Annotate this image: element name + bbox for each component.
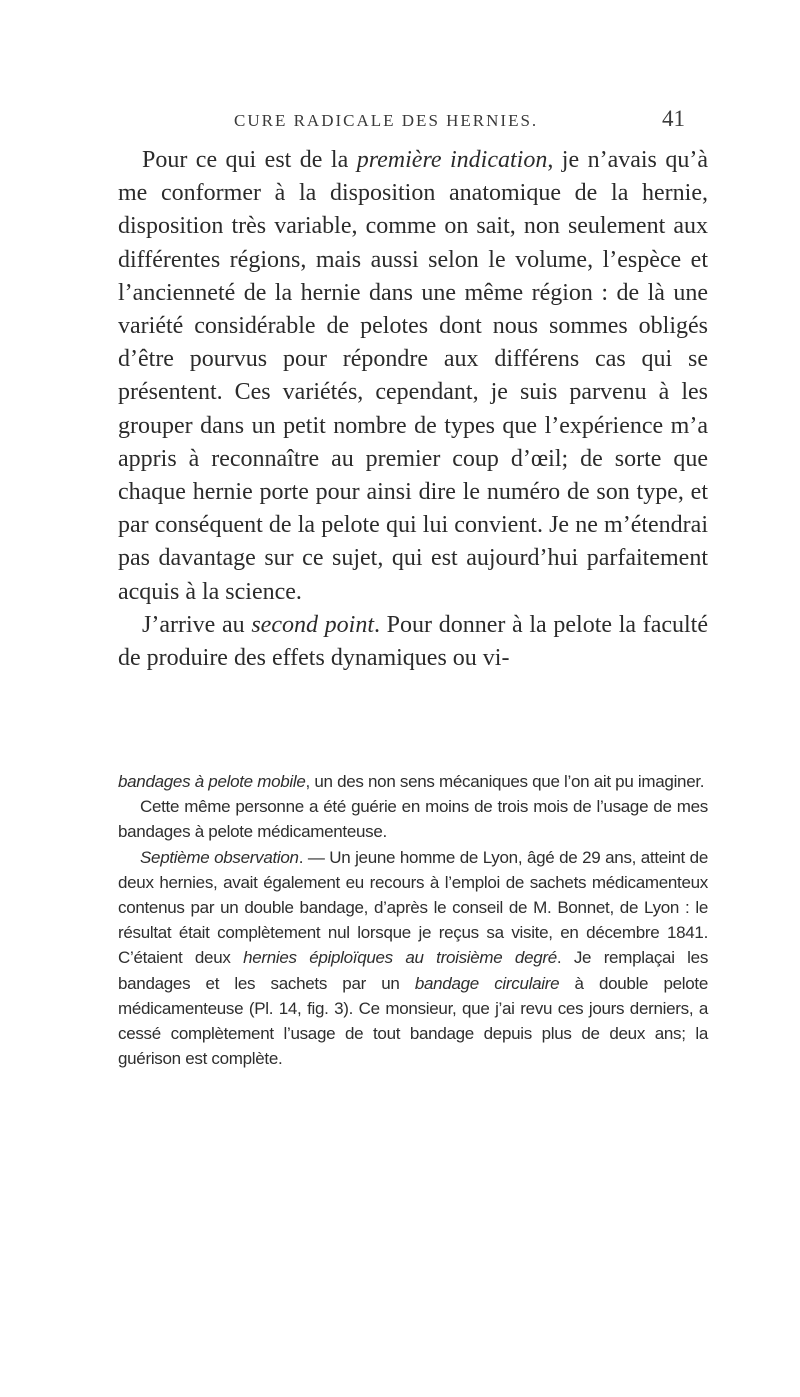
- emphasis-premiere-indication: première indication: [356, 147, 548, 173]
- page-header: [0, 106, 800, 139]
- emphasis-second-point: second point: [251, 611, 374, 638]
- main-text: [118, 144, 708, 675]
- page-number: 41: [662, 106, 685, 131]
- footnote-block: [118, 769, 708, 1071]
- footnote-continuation: bandages à pelote mobile, un des non sens mécaniques que l’on ait pu imaginer.: [118, 772, 705, 791]
- footnote-observation: Septième observation. — Un jeune homme de Lyon, âgé de 29 ans, atteint de deux hernies, avait également eu recours à l’emploi de sachets médicamenteux contenus par un double bandage, d’après le conseil de M. Bonnet, de Lyon : le résultat était complètement nul lorsque je reçus sa visite, en décembre 1841. C’étaient deux hernies épiploïques au troisième degré. Je remplaçai les bandages et les sachets par un bandage circulaire à double pelote médicamenteuse (Pl. 14, fig. 3). Ce monsieur, que j’ai revu ces jours derniers, a cessé complètement l’usage de tout bandage depuis plus de deux ans; la guérison est complète.: [118, 847, 709, 1069]
- paragraph-second-point: J’arrive au second point. Pour donner à la pelote la faculté de produire des effets dynamiques ou vi-: [118, 611, 709, 672]
- footnote-paragraph: Cette même personne a été guérie en moins de trois mois de l’usage de mes bandages à pelote médicamenteuse.: [118, 797, 708, 842]
- observation-heading: Septième observation: [140, 847, 299, 867]
- running-title: CURE RADICALE DES HERNIES.: [234, 111, 539, 130]
- paragraph-first-indication: Pour ce qui est de la première indication, je n’avais qu’à me conformer à la disposition anatomique de la hernie, disposition très variable, comme on sait, non seulement aux différentes régions, mais aussi selon le volume, l’espèce et l’ancienneté de la hernie dans une même région : de là une variété considérable de pelotes dont nous sommes obligés d’être pourvus pour répondre aux différens cas qui se présentent. Ces variétés, cependant, je suis parvenu à les grouper dans un petit nombre de types que l’expérience m’a appris à reconnaître au premier coup d’œil; de sorte que chaque hernie porte pour ainsi dire le numéro de son type, et par conséquent de la pelote qui lui convient. Je ne m’étendrai pas davantage sur ce sujet, qui est aujourd’hui parfaitement acquis à la science.: [118, 147, 708, 605]
